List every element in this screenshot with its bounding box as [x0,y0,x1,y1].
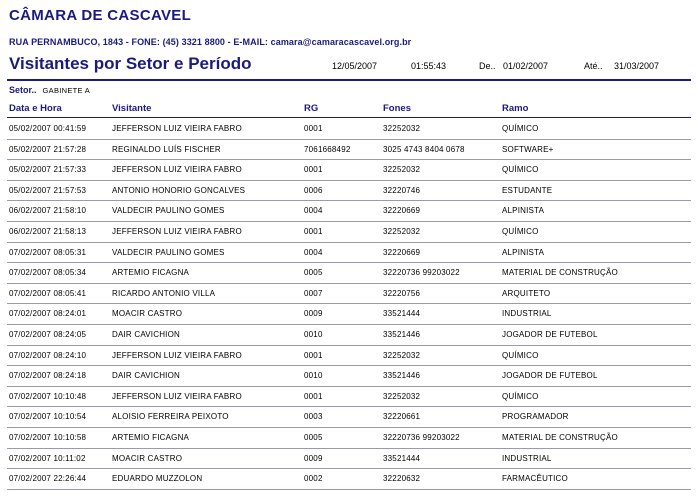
cell-branch: MATERIAL DE CONSTRUÇÃO [502,268,618,278]
cell-visitor: MOACIR CASTRO [112,309,183,319]
cell-date: 07/02/2007 08:24:10 [9,350,87,360]
cell-date: 07/02/2007 08:24:18 [9,371,87,381]
cell-branch: JOGADOR DE FUTEBOL [502,329,598,339]
cell-branch: SOFTWARE+ [502,144,554,154]
header-divider [7,79,691,81]
print-date: 12/05/2007 [332,61,378,71]
cell-phones: 33521444 [383,309,421,319]
cell-rg: 0001 [304,124,323,133]
table-row [0,449,698,470]
table-header [0,102,698,116]
cell-branch: QUÍMICO [502,165,539,175]
cell-rg: 0005 [304,268,323,278]
cell-rg: 0009 [304,453,323,463]
cell-date: 07/02/2007 10:11:02 [9,453,86,463]
cell-date: 07/02/2007 08:05:41 [9,288,87,298]
cell-visitor: JEFFERSON LUIZ VIEIRA FABRO [112,350,242,360]
table-row [0,284,698,305]
cell-date: 07/02/2007 08:05:31 [9,247,87,257]
table-row [0,346,698,367]
cell-branch: QUÍMICO [502,350,539,360]
cell-branch: QUÍMICO [502,391,539,401]
cell-date: 05/02/2007 00:41:59 [9,124,87,133]
cell-phones: 32220736 99203022 [383,268,460,278]
cell-visitor: DAIR CAVICHION [112,329,180,339]
cell-rg: 0002 [304,474,323,484]
cell-phones: 32220669 [383,247,421,257]
organization-name: CÂMARA DE CASCAVEL [9,7,192,24]
period-from-label: De.. [479,61,496,71]
cell-phones: 32220736 99203022 [383,432,460,442]
cell-date: 05/02/2007 21:57:53 [9,185,87,195]
cell-branch: ESTUDANTE [502,185,553,195]
cell-rg: 0010 [304,329,323,339]
period-to-date: 31/03/2007 [614,61,660,71]
cell-branch: ARQUITETO [502,288,551,298]
table-row [0,160,698,181]
cell-rg: 7061668492 [304,144,351,154]
column-header-phones: Fones [383,103,411,114]
cell-phones: 32220632 [383,474,421,484]
cell-branch: FARMACÊUTICO [502,474,568,484]
table-row [0,469,698,490]
cell-phones: 32252032 [383,226,421,236]
cell-phones: 32220669 [383,206,421,216]
cell-phones: 33521446 [383,329,421,339]
period-from-date: 01/02/2007 [503,61,549,71]
period-to-label: Até.. [584,61,603,71]
cell-branch: MATERIAL DE CONSTRUÇÃO [502,432,618,442]
cell-date: 07/02/2007 22:26:44 [9,474,87,484]
cell-rg: 0009 [304,309,323,319]
cell-branch: QUÍMICO [502,124,539,133]
cell-rg: 0004 [304,206,323,216]
cell-phones: 3025 4743 8404 0678 [383,144,465,154]
cell-branch: QUÍMICO [502,226,539,236]
cell-phones: 33521444 [383,453,421,463]
table-row [0,387,698,408]
cell-visitor: ARTEMIO FICAGNA [112,268,190,278]
cell-visitor: EDUARDO MUZZOLON [112,474,203,484]
print-time: 01:55:43 [411,61,447,71]
cell-rg: 0005 [304,432,323,442]
cell-branch: INDUSTRIAL [502,309,552,319]
cell-rg: 0001 [304,391,323,401]
cell-rg: 0006 [304,185,323,195]
cell-date: 07/02/2007 10:10:54 [9,412,87,422]
cell-visitor: JEFFERSON LUIZ VIEIRA FABRO [112,391,242,401]
table-row [0,181,698,202]
cell-rg: 0001 [304,226,323,236]
cell-date: 07/02/2007 08:05:34 [9,268,87,278]
table-row [0,243,698,264]
cell-visitor: VALDECIR PAULINO GOMES [112,206,225,216]
visitor-table [0,119,698,490]
cell-phones: 32220661 [383,412,421,422]
table-row [0,119,698,140]
cell-visitor: JEFFERSON LUIZ VIEIRA FABRO [112,165,242,175]
table-row [0,201,698,222]
cell-branch: ALPINISTA [502,247,545,257]
cell-visitor: DAIR CAVICHION [112,371,180,381]
cell-branch: ALPINISTA [502,206,545,216]
table-header-divider [7,117,691,118]
table-row [0,304,698,325]
cell-visitor: RICARDO ANTONIO VILLA [112,288,216,298]
cell-branch: JOGADOR DE FUTEBOL [502,371,598,381]
column-header-branch: Ramo [502,103,529,114]
organization-address: RUA PERNAMBUCO, 1843 - FONE: (45) 3321 8800 - E-MAIL: camara@camaracascavel.org.br [9,37,412,47]
cell-visitor: JEFFERSON LUIZ VIEIRA FABRO [112,124,242,133]
cell-phones: 32252032 [383,124,421,133]
cell-date: 07/02/2007 08:24:05 [9,329,87,339]
cell-date: 06/02/2007 21:58:13 [9,226,87,236]
cell-phones: 32220746 [383,185,421,195]
table-row [0,428,698,449]
column-header-visitor: Visitante [112,103,152,114]
cell-date: 07/02/2007 10:10:58 [9,432,87,442]
cell-visitor: JEFFERSON LUIZ VIEIRA FABRO [112,226,242,236]
cell-phones: 32252032 [383,391,421,401]
cell-rg: 0010 [304,371,323,381]
cell-visitor: ARTEMIO FICAGNA [112,432,190,442]
cell-date: 06/02/2007 21:58:10 [9,206,87,216]
cell-phones: 32252032 [383,350,421,360]
column-header-date: Data e Hora [9,103,62,114]
cell-visitor: MOACIR CASTRO [112,453,183,463]
cell-branch: INDUSTRIAL [502,453,552,463]
table-row [0,222,698,243]
table-row [0,366,698,387]
setor-value: GABINETE A [42,86,91,95]
column-header-rg: RG [304,103,319,114]
setor-label: Setor.. [9,85,37,95]
cell-date: 05/02/2007 21:57:28 [9,144,87,154]
table-row [0,263,698,284]
cell-visitor: ANTONIO HONORIO GONCALVES [112,185,246,195]
cell-rg: 0001 [304,165,323,175]
cell-phones: 32220756 [383,288,421,298]
cell-date: 07/02/2007 10:10:48 [9,391,87,401]
cell-rg: 0007 [304,288,323,298]
cell-date: 05/02/2007 21:57:33 [9,165,87,175]
table-row [0,407,698,428]
setor-filter [9,85,90,95]
cell-rg: 0001 [304,350,323,360]
cell-date: 07/02/2007 08:24:01 [9,309,87,319]
cell-phones: 32252032 [383,165,421,175]
cell-branch: PROGRAMADOR [502,412,569,422]
cell-visitor: REGINALDO LUÍS FISCHER [112,144,221,154]
cell-phones: 33521446 [383,371,421,381]
cell-visitor: VALDECIR PAULINO GOMES [112,247,225,257]
report-title: Visitantes por Setor e Período [9,54,252,73]
cell-rg: 0004 [304,247,323,257]
table-row [0,325,698,346]
table-row [0,140,698,161]
cell-visitor: ALOISIO FERREIRA PEIXOTO [112,412,229,422]
cell-rg: 0003 [304,412,323,422]
